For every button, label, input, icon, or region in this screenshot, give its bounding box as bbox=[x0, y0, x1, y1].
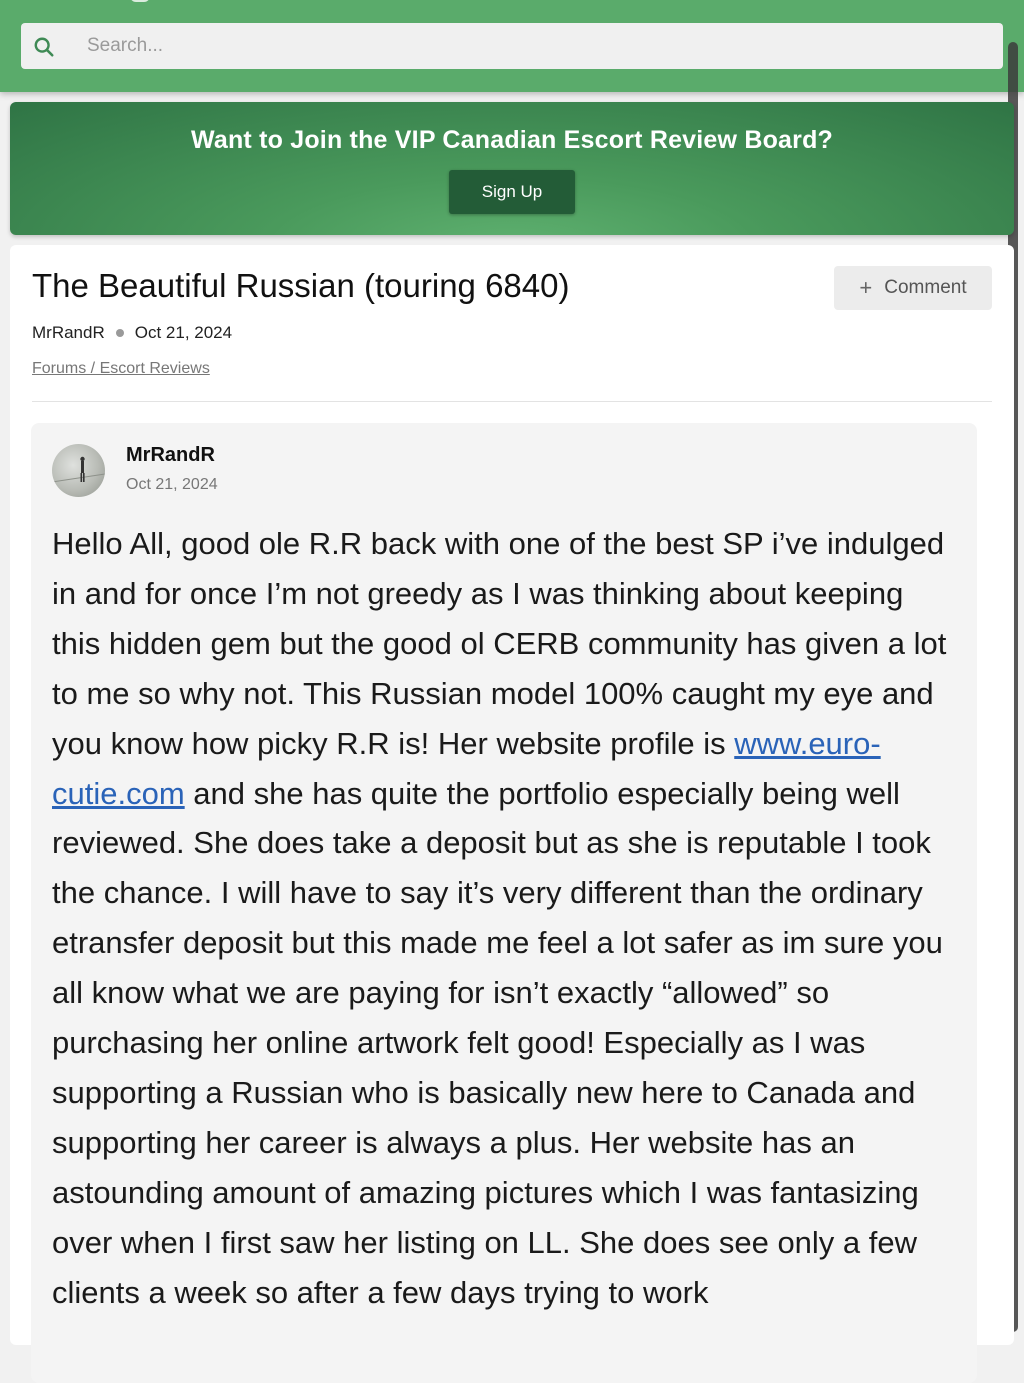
thread-title: The Beautiful Russian (touring 6840) bbox=[32, 267, 570, 304]
search-icon bbox=[33, 36, 55, 58]
thread-author-link[interactable]: MrRandR bbox=[32, 323, 105, 342]
top-header-bar bbox=[0, 0, 1024, 92]
post-date: Oct 21, 2024 bbox=[126, 476, 218, 493]
vip-signup-banner bbox=[10, 102, 1014, 235]
search-bar[interactable] bbox=[21, 23, 1003, 69]
thread-meta bbox=[32, 323, 232, 343]
post-text-part-2: and she has quite the portfolio especially being well reviewed. She does take a deposit but as she is reputable I took the chance. I will have to say it’s very different than the ordinary etransfer deposit but this made me feel a lot safer as im sure you all know what we are paying for isn’t exactly “allowed” so purchasing her online artwork felt good! Especially as I was supporting a Russian who is basically new here to Canada and supporting her career is always a plus. Her website has an astounding amount of amazing pictures which I was fantasizing over when I first saw her listing on LL. She does see only a few clients a week so after a few days trying to work bbox=[52, 775, 943, 1310]
avatar-figure-icon bbox=[52, 444, 105, 497]
header-logo-fragment bbox=[130, 0, 150, 2]
post-body bbox=[52, 519, 952, 1318]
search-input[interactable] bbox=[79, 23, 979, 69]
plus-icon: + bbox=[859, 275, 873, 300]
thread-date: Oct 21, 2024 bbox=[134, 323, 233, 342]
divider bbox=[32, 401, 992, 402]
post-text-part-1: Hello All, good ole R.R back with one of the best SP i’ve indulged in and for once I’m not greedy as I was thinking about keeping this hidden gem but the good ol CERB community has given a lot to me so why not. This Russian model 100% caught my eye and you know how picky R.R is! Her website profile is bbox=[52, 526, 947, 761]
post-card bbox=[31, 423, 977, 1383]
post-website-link[interactable]: www.euro-cutie.com bbox=[52, 725, 881, 811]
meta-separator-dot bbox=[116, 329, 124, 337]
post-author[interactable]: MrRandR bbox=[126, 444, 215, 466]
thread-card bbox=[10, 245, 1014, 1345]
breadcrumb[interactable]: Forums / Escort Reviews bbox=[32, 360, 210, 377]
comment-button-label: Comment bbox=[884, 277, 967, 298]
vip-banner-title: Want to Join the VIP Canadian Escort Review Board? bbox=[190, 126, 834, 154]
avatar[interactable] bbox=[52, 444, 105, 497]
comment-button[interactable] bbox=[834, 266, 992, 310]
sign-up-button[interactable]: Sign Up bbox=[449, 170, 575, 214]
